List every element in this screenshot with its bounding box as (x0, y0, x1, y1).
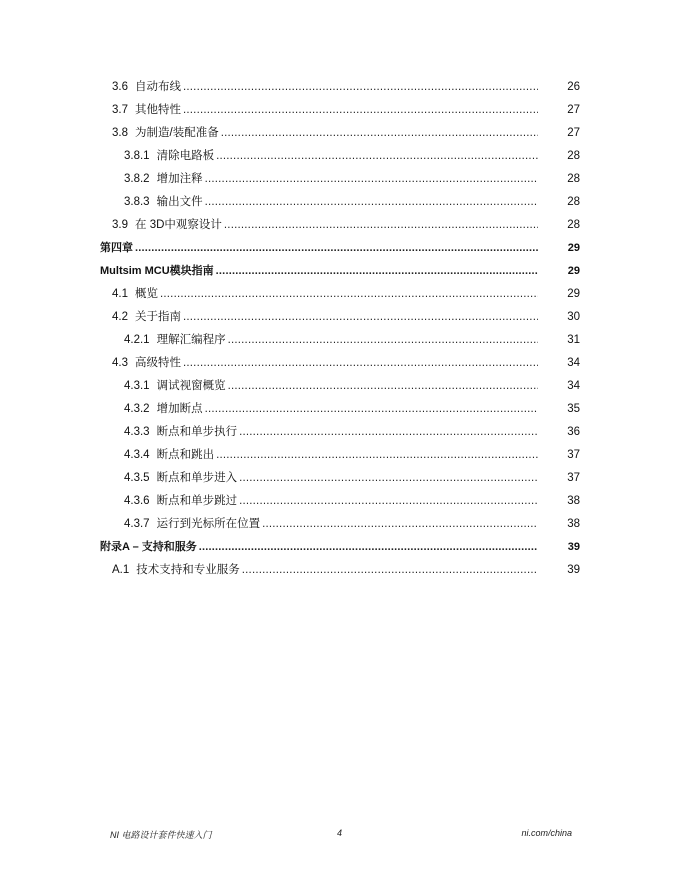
toc-entry-page: 27 (567, 104, 580, 116)
toc-entry[interactable] (0, 145, 680, 168)
toc-entry-number: 4.2 (112, 311, 128, 323)
toc-entry-title: Multsim MCU模块指南 (100, 265, 214, 277)
toc-entry-number: 3.8.2 (124, 173, 150, 185)
toc-entry-page: 28 (567, 219, 580, 231)
toc-entry[interactable] (0, 398, 680, 421)
toc-entry-title: 理解汇编程序 (156, 334, 226, 346)
toc-entry-page: 28 (567, 196, 580, 208)
toc-entry-number: 3.8 (112, 127, 128, 139)
toc-entry[interactable] (0, 513, 680, 536)
footer-page-number: 4 (337, 828, 343, 838)
toc-entry-title: 输出文件 (156, 196, 203, 208)
toc-entry-title: 为制造/装配准备 (135, 127, 219, 139)
toc-entry-number: 4.3.4 (124, 449, 150, 461)
toc-entry-title: 清除电路板 (156, 150, 215, 162)
toc-dot-leader (216, 145, 538, 168)
toc-dot-leader (205, 191, 538, 214)
toc-dot-leader (205, 398, 538, 421)
toc-entry[interactable] (0, 99, 680, 122)
toc-entry[interactable] (0, 329, 680, 352)
toc-entry-title: 技术支持和专业服务 (136, 564, 240, 576)
toc-entry-number: 4.3 (112, 357, 128, 369)
toc-entry-page: 28 (567, 173, 580, 185)
toc-entry-title: 附录A – 支持和服务 (100, 541, 197, 553)
toc-entry-page: 29 (567, 242, 580, 254)
toc-entry-title: 关于指南 (135, 311, 181, 323)
footer-website: ni.com/china (521, 828, 572, 838)
toc-entry-page: 34 (567, 357, 580, 369)
toc-entry[interactable] (0, 421, 680, 444)
toc-entry-page: 35 (567, 403, 580, 415)
toc-entry-number: 4.3.7 (124, 518, 150, 530)
toc-entry-page: 29 (567, 265, 580, 277)
footer-document-title: NI 电路设计套件快速入门 (110, 830, 212, 840)
toc-entry-title: 断点和单步进入 (156, 472, 238, 484)
toc-entry-page: 27 (567, 127, 580, 139)
toc-entry-number: 4.3.2 (124, 403, 150, 415)
toc-entry-number: 4.1 (112, 288, 128, 300)
toc-entry[interactable] (0, 444, 680, 467)
toc-entry-title: 调试视窗概览 (156, 380, 226, 392)
toc-entry-number: 3.8.1 (124, 150, 150, 162)
toc-dot-leader (224, 214, 538, 237)
toc-entry[interactable] (0, 375, 680, 398)
toc-entry[interactable] (0, 352, 680, 375)
toc-dot-leader (183, 352, 538, 375)
toc-dot-leader (160, 283, 538, 306)
toc-dot-leader (135, 237, 538, 260)
toc-entry-number: 3.9 (112, 219, 128, 231)
toc-entry-title: 其他特性 (135, 104, 181, 116)
toc-dot-leader (228, 329, 538, 352)
toc-entry[interactable] (0, 191, 680, 214)
toc-entry-page: 26 (567, 81, 580, 93)
toc-entry-number: 3.7 (112, 104, 128, 116)
toc-entry[interactable] (0, 168, 680, 191)
toc-entry-title: 在 3D中观察设计 (135, 219, 222, 231)
toc-entry[interactable] (0, 490, 680, 513)
toc-entry-page: 37 (567, 449, 580, 461)
toc-entry-number: A.1 (112, 564, 130, 576)
toc-entry-title: 断点和跳出 (156, 449, 215, 461)
toc-dot-leader (216, 260, 538, 283)
toc-dot-leader (183, 306, 538, 329)
page-footer (0, 824, 680, 844)
toc-entry-title: 断点和单步跳过 (156, 495, 238, 507)
toc-dot-leader (228, 375, 538, 398)
toc-entry-title: 第四章 (100, 242, 133, 254)
toc-entry-number: 3.6 (112, 81, 128, 93)
toc-entry-title: 高级特性 (135, 357, 181, 369)
toc-dot-leader (216, 444, 538, 467)
toc-entry-page: 28 (567, 150, 580, 162)
toc-dot-leader (242, 559, 538, 582)
toc-entry-number: 4.3.3 (124, 426, 150, 438)
toc-entry[interactable] (0, 260, 680, 283)
toc-entry-number: 4.3.6 (124, 495, 150, 507)
toc-entry-number: 4.3.5 (124, 472, 150, 484)
toc-dot-leader (199, 536, 538, 559)
toc-entry[interactable] (0, 559, 680, 582)
toc-entry-title: 增加断点 (156, 403, 203, 415)
toc-entry-page: 30 (567, 311, 580, 323)
toc-entry-title: 运行到光标所在位置 (156, 518, 261, 530)
toc-entry[interactable] (0, 283, 680, 306)
toc-entry-title: 概览 (135, 288, 158, 300)
toc-entry-page: 38 (567, 495, 580, 507)
toc-entry[interactable] (0, 76, 680, 99)
toc-entry-title: 自动布线 (135, 81, 181, 93)
toc-dot-leader (221, 122, 538, 145)
toc-entry-title: 断点和单步执行 (156, 426, 238, 438)
toc-entry-page: 39 (567, 541, 580, 553)
toc-entry-number: 4.2.1 (124, 334, 150, 346)
toc-entry-page: 37 (567, 472, 580, 484)
toc-entry-number: 4.3.1 (124, 380, 150, 392)
toc-dot-leader (183, 76, 538, 99)
toc-dot-leader (239, 490, 538, 513)
toc-entry[interactable] (0, 122, 680, 145)
toc-entry-page: 38 (567, 518, 580, 530)
toc-entry-number: 3.8.3 (124, 196, 150, 208)
toc-entry[interactable] (0, 467, 680, 490)
toc-entry-page: 39 (567, 564, 580, 576)
toc-dot-leader (205, 168, 538, 191)
table-of-contents (0, 76, 680, 582)
toc-entry-page: 34 (567, 380, 580, 392)
toc-dot-leader (239, 467, 538, 490)
toc-entry[interactable] (0, 237, 680, 260)
toc-dot-leader (262, 513, 538, 536)
toc-dot-leader (239, 421, 538, 444)
toc-entry-page: 31 (567, 334, 580, 346)
toc-dot-leader (183, 99, 538, 122)
toc-entry-page: 29 (567, 288, 580, 300)
toc-entry-title: 增加注释 (156, 173, 203, 185)
toc-entry-page: 36 (567, 426, 580, 438)
toc-entry[interactable] (0, 306, 680, 329)
toc-entry[interactable] (0, 214, 680, 237)
toc-entry[interactable] (0, 536, 680, 559)
